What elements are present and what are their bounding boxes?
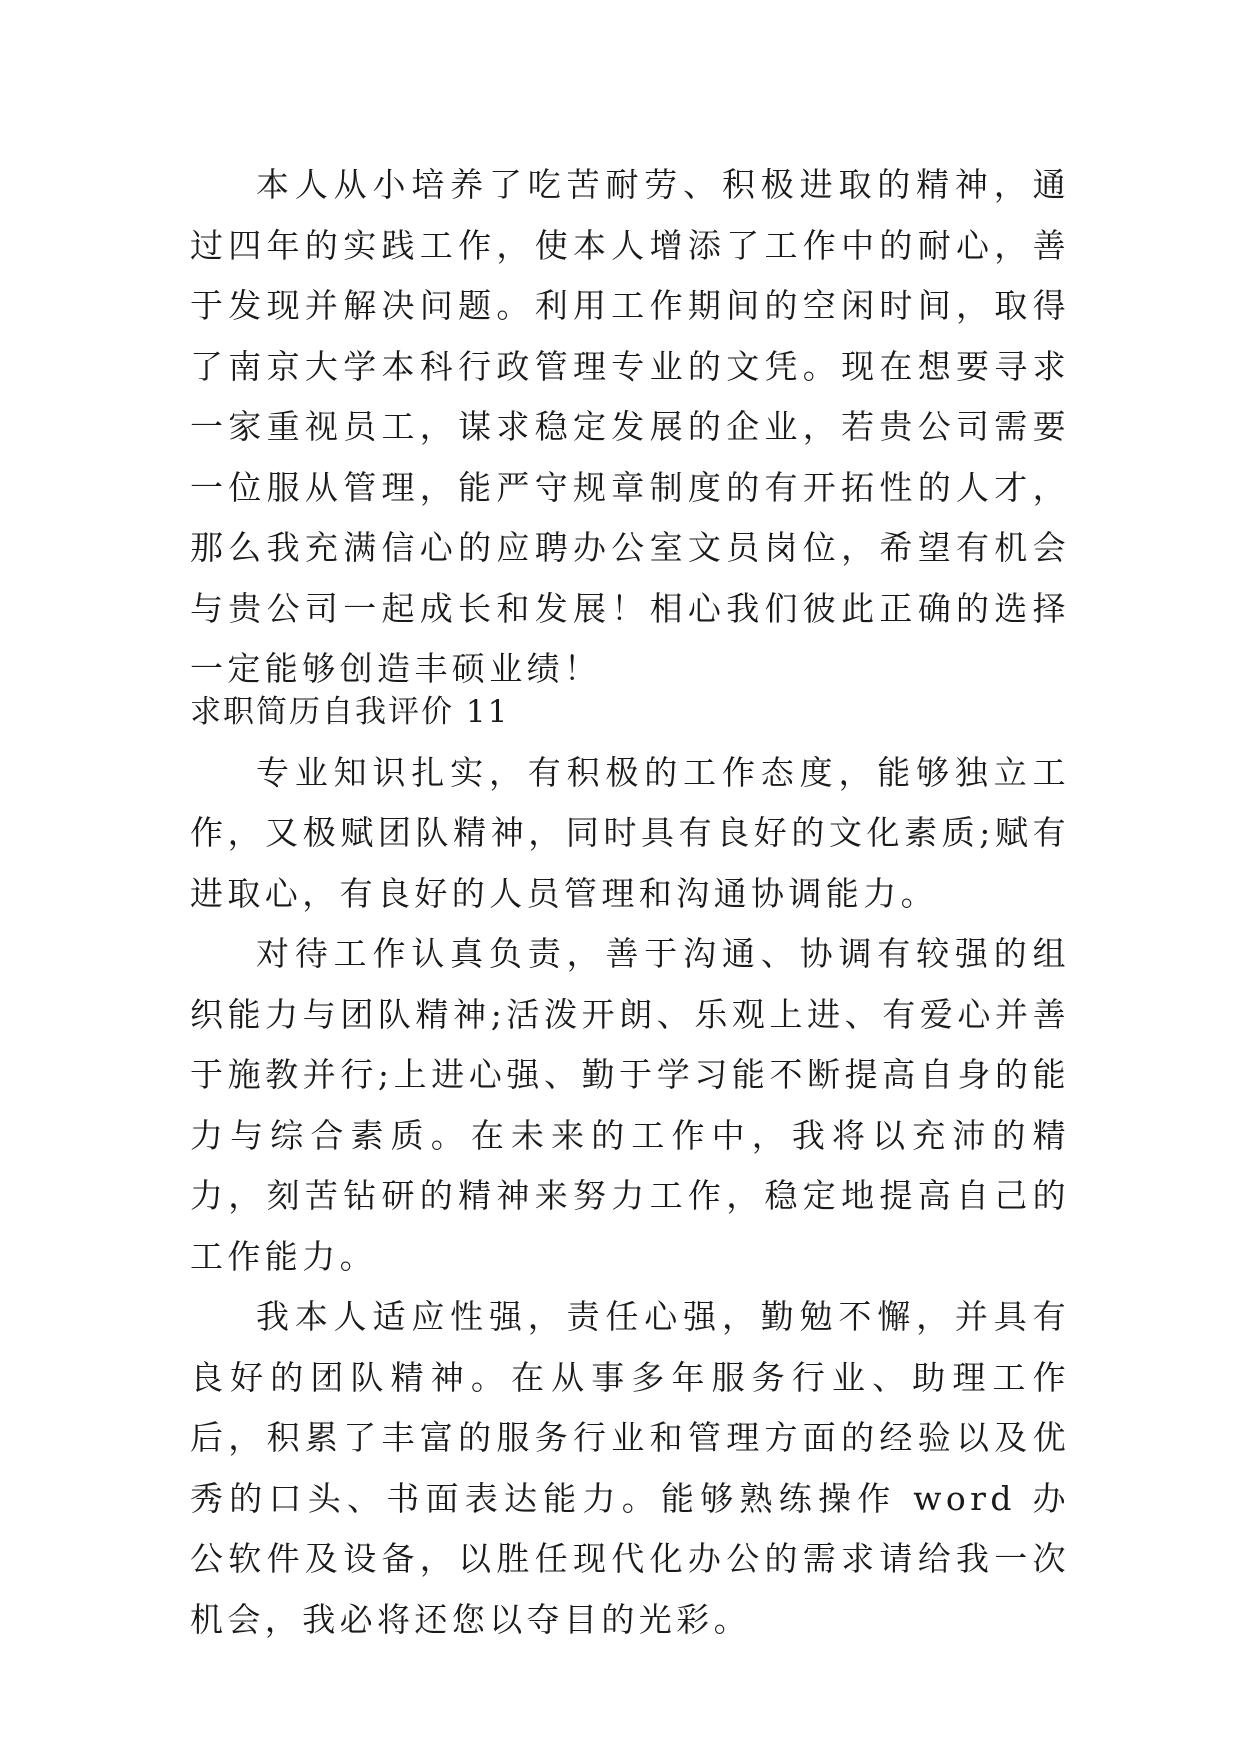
section-text-block	[190, 682, 1070, 1650]
section-heading: 求职简历自我评价 11	[190, 694, 510, 730]
paragraph-top-1: 本人从小培养了吃苦耐劳、积极进取的精神，通过四年的实践工作，使本人增添了工作中的耐心，善于发现并解决问题。利用工作期间的空闲时间，取得了南京大学本科行政管理专业的文凭。现在想要寻求一家重视员工，谋求稳定发展的企业，若贵公司需要一位服从管理，能严守规章制度的有开拓性的人才，那么我充满信心的应聘办公室文员岗位，希望有机会与贵公司一起成长和发展！相心我们彼此正确的选择一定能够创造丰硕业绩！	[190, 165, 1070, 688]
paragraph-section-1: 专业知识扎实，有积极的工作态度，能够独立工作，又极赋团队精神，同时具有良好的文化素质;赋有进取心，有良好的人员管理和沟通协调能力。	[190, 752, 1070, 913]
top-text-block	[190, 155, 1070, 700]
paragraph-section-2: 对待工作认真负责，善于沟通、协调有较强的组织能力与团队精神;活泼开朗、乐观上进、有爱心并善于施教并行;上进心强、勤于学习能不断提高自身的能力与综合素质。在未来的工作中，我将以充沛的精力，刻苦钻研的精神来努力工作，稳定地提高自己的工作能力。	[190, 934, 1070, 1276]
paragraph-section-3: 我本人适应性强，责任心强，勤勉不懈，并具有良好的团队精神。在从事多年服务行业、助理工作后，积累了丰富的服务行业和管理方面的经验以及优秀的口头、书面表达能力。能够熟练操作 word 办公软件及设备，以胜任现代化办公的需求请给我一次机会，我必将还您以夺目的光彩。	[190, 1297, 1070, 1639]
